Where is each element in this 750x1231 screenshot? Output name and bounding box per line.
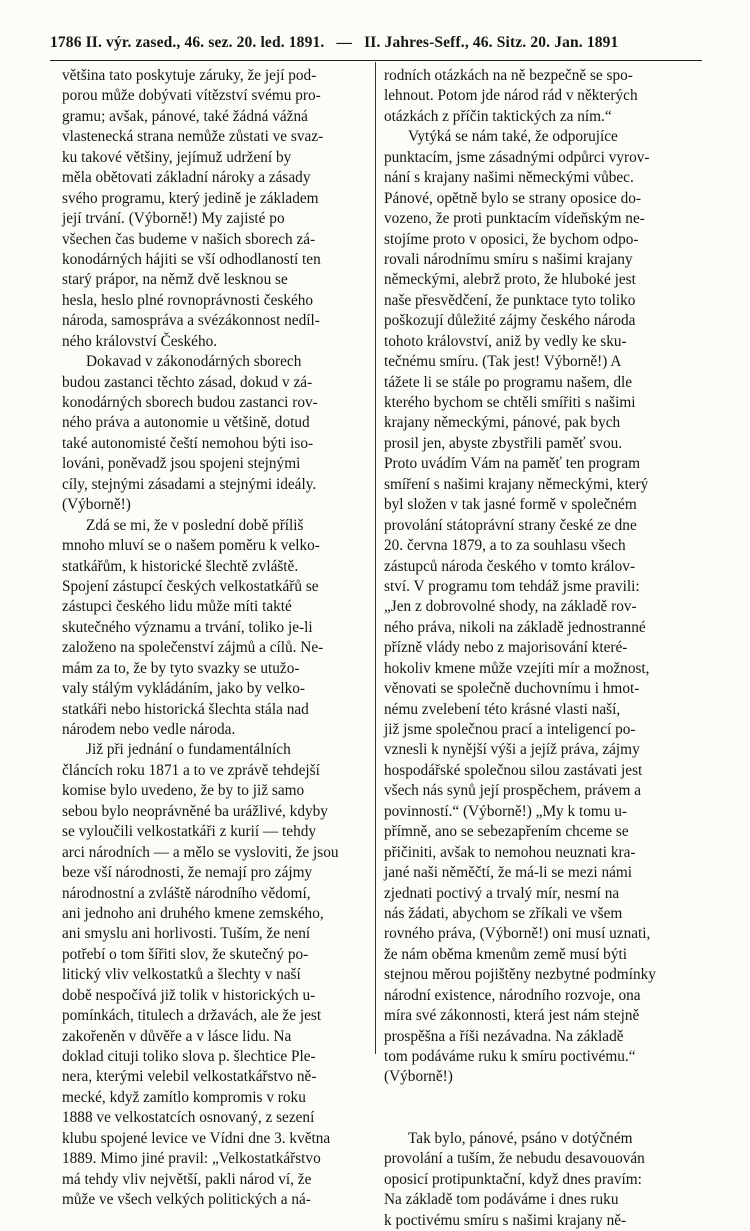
text-line: národnostní a zvláště národního vědomí, [62, 884, 311, 902]
text-line: gramu; avšak, pánové, také žádná vážná [62, 107, 308, 125]
text-line: rodních otázkách na ně bezpečně se spo- [384, 67, 633, 84]
text-line: konodárných hájiti se vší odhodlaností ten [62, 250, 321, 268]
text-line: přímně, ano se sebezapřením chceme se [384, 823, 629, 841]
text-line: lováni, poněvadž jsou spojeni stejnými [62, 455, 301, 473]
text-line: litický vliv velkostatků a šlechty v naší [62, 966, 301, 984]
text-line: cíly, stejnými zásadami a stejnými ideály. [62, 475, 317, 493]
text-line: mám za to, že by tyto svazky se utužo- [62, 659, 300, 677]
text-line: punktacím, jsme zásadnými odpůrci vyrov- [384, 148, 650, 166]
text-line: porou může dobývati vítězství svému pro- [62, 87, 321, 105]
text-line: klubu spojené levice ve Vídni dne 3. května [62, 1129, 331, 1147]
text-line: prospěšna a říši nezávadna. Na základě [384, 1027, 624, 1045]
text-line: vozeno, že proti punktacím vídeňským ne- [384, 210, 645, 228]
text-line: vznesli k nynější výši a jejíž práva, zájmy [384, 741, 640, 759]
text-line: mecké, když zamítlo kompromis v roku [62, 1088, 306, 1106]
text-line: většina tato poskytuje záruky, že její pod- [62, 67, 317, 84]
text-line: beze vší národnosti, že nemají pro zájmy [62, 864, 313, 882]
text-line: lehnout. Potom jde národ rád v některých [384, 87, 638, 105]
text-line: mnoho mluví se o našem poměru k velko- [62, 537, 320, 555]
text-line: ku takové většiny, jejímuž udržení by [62, 148, 292, 166]
text-line: budou zastanci těchto zásad, dokud v zá- [62, 373, 313, 391]
text-line: smíření s našimi krajany německými, který [384, 475, 649, 493]
text-line: článcích roku 1871 a to ve zprávě tehdejší [62, 761, 320, 779]
header-left: 1786 II. výr. zased., 46. sez. 20. led. 1891. [50, 34, 325, 51]
text-line: ného království Českého. [62, 332, 218, 350]
text-line: pomínkách, titulech a državách, ale že jest [62, 1007, 322, 1025]
right-column [384, 66, 704, 1231]
text-line: hokoliv kmene může vzejíti mír a možnost, [384, 659, 650, 677]
text-line: „Jen z dobrovolné shody, na základě rov- [384, 598, 637, 616]
text-line: době nespočívá již tolik v historických u- [62, 986, 316, 1004]
text-line: hospodářské společnou silou zastávati jest [384, 761, 643, 779]
text-line: (Výborně!) [384, 1068, 453, 1086]
text-line: valy stálým vykládáním, jako by velko- [62, 680, 306, 698]
text-line: oposicí protipunktační, když dnes pravím: [384, 1170, 642, 1188]
text-line: také autonomisté čeští nemohou býti iso- [62, 434, 314, 452]
text-line: Vytýká se nám také, že odporujíce [408, 128, 618, 146]
text-line: nera, kterými velebil velkostatkářstvo ně- [62, 1068, 317, 1086]
text-line: národní existence, národního rozvoje, ona [384, 986, 641, 1004]
text-line: Na základě tom podáváme i dnes ruku [384, 1191, 619, 1209]
text-line: se vyloučili velkostatkáři z kurií — tehdy [62, 823, 317, 841]
text-line: stejnou měrou pojištěny nezbytné podmínky [384, 966, 656, 984]
text-line: rovného práva, (Výborně!) oni musí uznati, [384, 925, 651, 943]
text-line: Již při jednání o fundamentálních [86, 741, 291, 759]
text-line: svého programu, který jedině je základem [62, 189, 319, 207]
text-line: Dokavad v zákonodárných sborech [86, 353, 302, 371]
column-divider [375, 62, 376, 1054]
text-line: že nám oběma kmenům země musí býti [384, 945, 627, 963]
text-line: 1888 ve velkostatcích osnovaný, z sezení [62, 1109, 315, 1127]
text-line: hesla, heslo plné rovnoprávnosti českého [62, 291, 314, 309]
text-line: německými, alebrž proto, že hluboké jest [384, 271, 636, 289]
text-line: tážete li se stále po programu našem, dle [384, 373, 633, 391]
text-line: vlastenecká strana nemůže zůstati ve svaz- [62, 128, 324, 146]
text-line: jané naši něměčtí, že má-li se mezi námi [384, 864, 633, 882]
text-line: věnovati se společně duchovnímu i hmot- [384, 680, 640, 698]
text-line: nás žádati, abychom se zříkali ve všem [384, 904, 623, 922]
text-line: krajany německými, pánové, pak bych [384, 414, 621, 432]
text-line: otázkách z příčin taktických za ním.“ [384, 107, 612, 125]
text-line: komise bylo uvedeno, že by to již samo [62, 782, 305, 800]
text-line: statkářům, k historické šlechtě zvláště. [62, 557, 299, 575]
text-line: sebou bylo neoprávněné ba urážlivé, kdyby [62, 802, 328, 820]
text-line: může ve všech velkých politických a ná- [62, 1191, 311, 1209]
page-header [50, 34, 702, 52]
text-line: byl složen v tak jasné formě v společném [384, 496, 637, 514]
text-line: doklad cituji toliko slova p. šlechtice Ple- [62, 1048, 316, 1065]
text-line: (Výborně!) [62, 496, 131, 514]
text-line: tom podáváme ruku k smíru poctivému.“ [384, 1048, 636, 1065]
text-line: založeno na společenství zájmů a cílů. Ne- [62, 639, 324, 657]
text-line: Pánové, opětně bylo se strany oposice do- [384, 189, 642, 207]
text-line: ani smyslu ani horlivosti. Tuším, že není [62, 925, 311, 943]
text-line: měla obětovati základní nároky a zásady [62, 169, 311, 187]
text-line: naše přesvědčení, že punktace tyto toliko [384, 291, 636, 309]
text-line: poškozují důležité zájmy českého národa [384, 312, 636, 330]
text-line: skutečného významu a trvání, toliko je-li [62, 618, 313, 636]
text-line: národa, samospráva a svézákonnost nedíl- [62, 312, 320, 330]
text-line: statkáři nebo historická šlechta stála nad [62, 700, 309, 718]
text-line: ného práva a autonomie u většině, dotud [62, 414, 310, 432]
text-line: zástupci českého lidu může míti takté [62, 598, 292, 616]
left-column [62, 66, 369, 1211]
text-line: ani jednoho ani druhého kmene zemského, [62, 904, 324, 922]
text-line: starý prápor, na němž dvě lesknou se [62, 271, 288, 289]
text-line: Proto uvádím Vám na paměť ten program [384, 455, 641, 473]
text-line: provolání a tuším, že nebudu desavouován [384, 1150, 645, 1168]
text-line: přízně vlády nebo z majorisování které- [384, 639, 628, 657]
text-line: provolání státoprávní strany české ze dne [384, 516, 637, 534]
header-dash: — [336, 34, 353, 51]
text-line: tečnému smíru. (Tak jest! Výborně!) A [384, 353, 622, 371]
header-rule [50, 60, 702, 61]
text-line: stojíme proto v oposici, že bychom odpo- [384, 230, 639, 248]
text-line: prosil jen, abyste zbystřili paměť svou. [384, 434, 623, 452]
text-line: Spojení zástupcí českých velkostatkářů se [62, 577, 319, 595]
text-line: zástupců národa českého v tomto králov- [384, 557, 636, 575]
text-line: 1889. Mimo jiné pravil: „Velkostatkářstvo [62, 1150, 321, 1168]
text-line: nání s krajany našimi německými vůbec. [384, 169, 634, 187]
text-line: má tehdy vliv největší, pakli národ ví, že [62, 1170, 312, 1188]
text-line: přičiniti, avšak to nemohou neuznati kra- [384, 843, 636, 861]
text-line: již jsme společnou prací a inteligencí po- [384, 721, 636, 738]
text-line: tohoto království, aniž by vedly ke sku- [384, 332, 627, 350]
text-line: 20. června 1879, a to za souhlasu všech [384, 537, 626, 555]
text-line: Tak bylo, pánové, psáno v dotýčném [408, 1129, 633, 1147]
text-line: Zdá se mi, že v poslední době příliš [86, 516, 304, 534]
text-line: konodárných sborech budou zastanci rov- [62, 394, 318, 411]
text-line: povinností.“ (Výborně!) „My k tomu u- [384, 802, 628, 820]
text-line: kterého bychom se chtěli smířiti s našimi [384, 394, 636, 411]
text-line: ství. V programu tom tehdáž jsme pravili: [384, 577, 640, 595]
paragraph-gap [384, 1088, 704, 1129]
header-right: II. Jahres-Seff., 46. Sitz. 20. Jan. 1891 [364, 34, 619, 51]
text-line: národem nebo vedle národa. [62, 721, 236, 738]
text-line: zakořeněn v důvěře a v lásce lidu. Na [62, 1027, 292, 1045]
text-line: její trvání. (Výborně!) My zajisté po [62, 210, 285, 228]
text-line: potřebí o tom šířiti slov, že skutečný po- [62, 945, 309, 963]
text-line: ného práva, nikoli na základě jednostranné [384, 618, 646, 636]
text-line: nému zvelebení této krásné vlasti naší, [384, 700, 621, 718]
text-line: zjednati poctivý a trvalý mír, nesmí na [384, 884, 620, 902]
text-line: míra své zákonnosti, která jest nám stejně [384, 1007, 640, 1025]
text-line: arci národních — a mělo se vysloviti, že jsou [62, 843, 339, 861]
text-line: k poctivému smíru s našimi krajany ně- [384, 1211, 627, 1229]
text-line: všechen čas budeme v našich sborech zá- [62, 230, 316, 248]
text-line: všech nás synů její prospěchem, právem a [384, 782, 641, 800]
text-line: rovali národnímu smíru s našimi krajany [384, 250, 633, 268]
